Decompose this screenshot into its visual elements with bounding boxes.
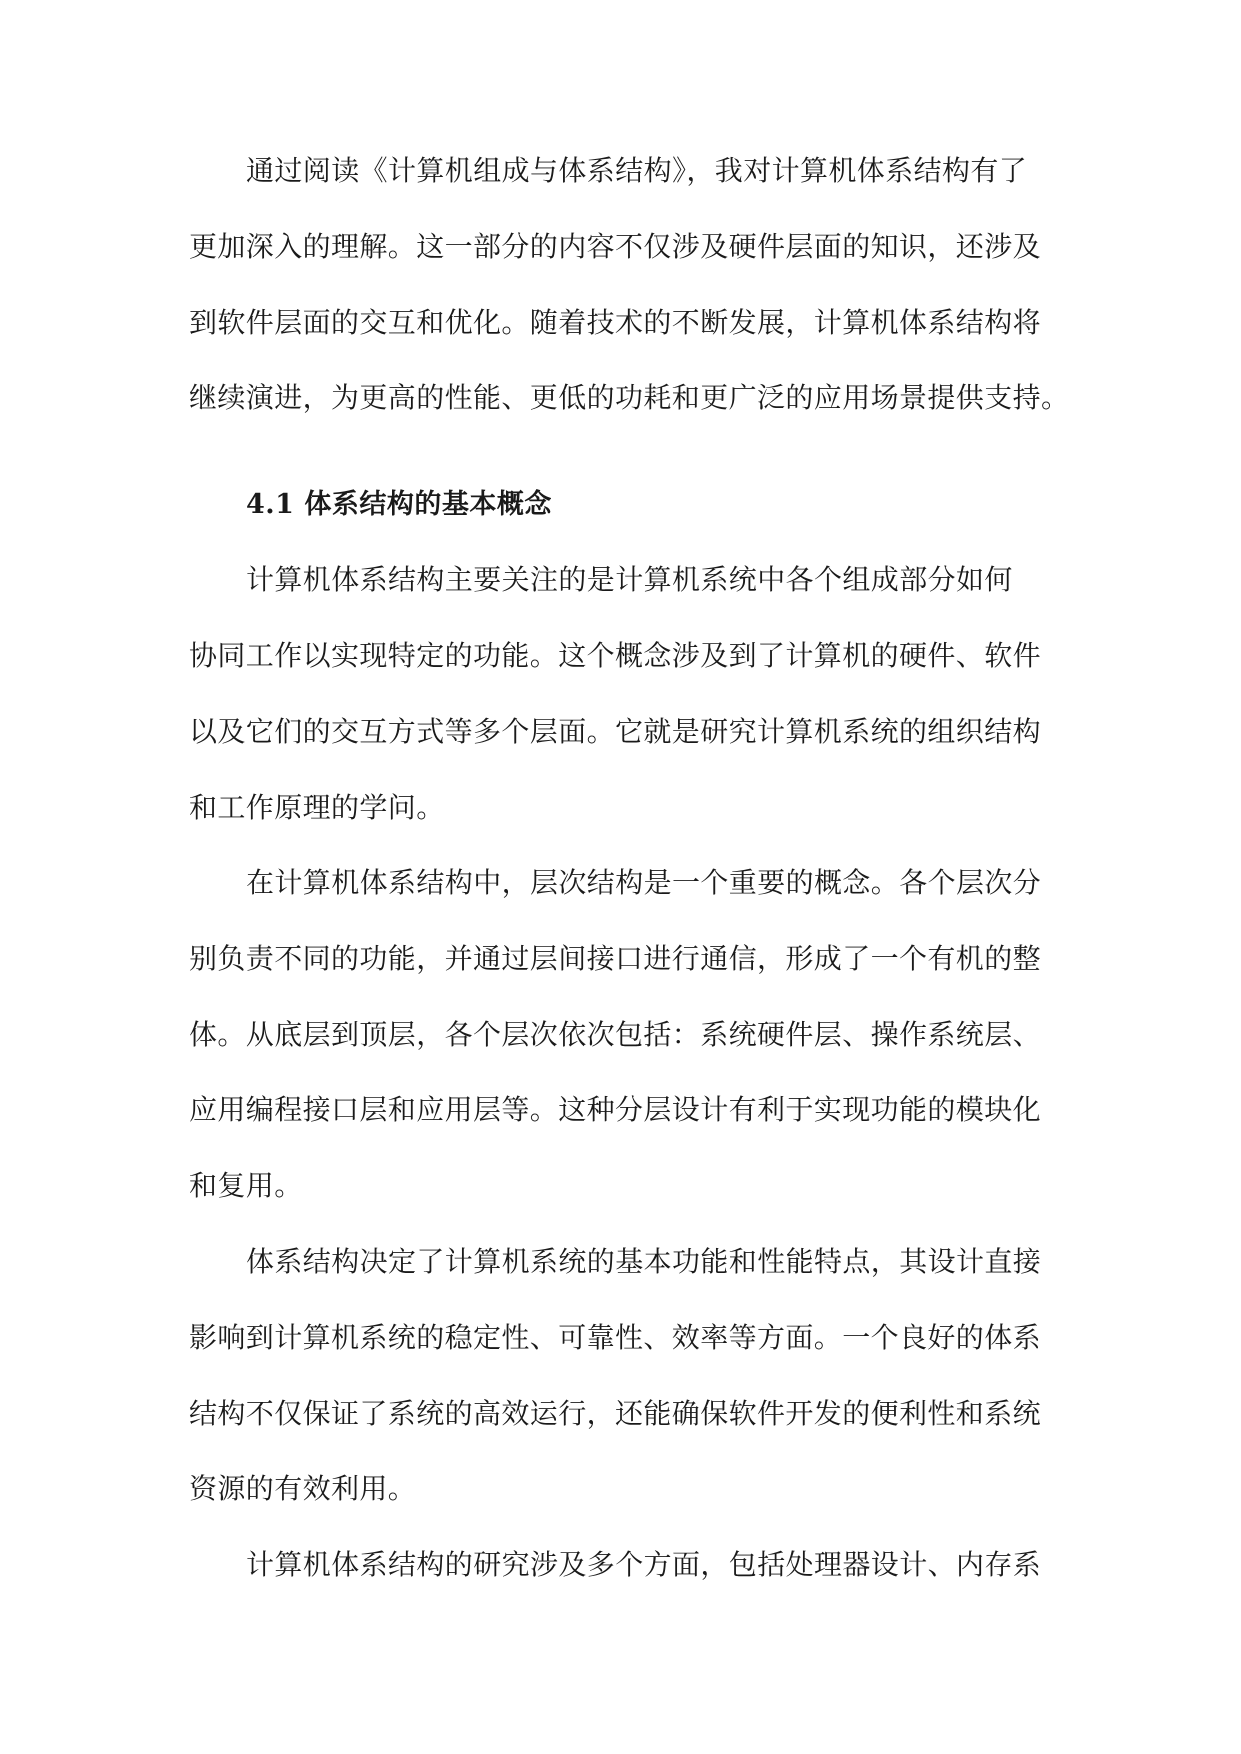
paragraph-line: 体。从底层到顶层，各个层次依次包括：系统硬件层、操作系统层、: [189, 1018, 1042, 1051]
paragraph-line: 继续演进，为更高的性能、更低的功耗和更广泛的应用场景提供支持。: [189, 381, 1070, 414]
paragraph-line: 结构不仅保证了系统的高效运行，还能确保软件开发的便利性和系统: [189, 1397, 1042, 1430]
paragraph-line: 在计算机体系结构中，层次结构是一个重要的概念。各个层次分: [246, 866, 1042, 899]
paragraph-line: 别负责不同的功能，并通过层间接口进行通信，形成了一个有机的整: [189, 942, 1042, 975]
paragraph-line: 通过阅读《计算机组成与体系结构》，我对计算机体系结构有了: [246, 154, 1028, 187]
paragraph-line: 到软件层面的交互和优化。随着技术的不断发展，计算机体系结构将: [189, 306, 1042, 339]
paragraph-line: 计算机体系结构的研究涉及多个方面，包括处理器设计、内存系: [246, 1548, 1042, 1581]
paragraph-line: 计算机体系结构主要关注的是计算机系统中各个组成部分如何: [246, 563, 1013, 596]
paragraph-line: 和复用。: [189, 1169, 303, 1202]
paragraph-line: 以及它们的交互方式等多个层面。它就是研究计算机系统的组织结构: [189, 715, 1042, 748]
section-heading: 4.1 体系结构的基本概念: [246, 489, 552, 520]
paragraph-line: 体系结构决定了计算机系统的基本功能和性能特点，其设计直接: [246, 1245, 1042, 1278]
paragraph-line: 更加深入的理解。这一部分的内容不仅涉及硬件层面的知识，还涉及: [189, 230, 1042, 263]
paragraph-line: 协同工作以实现特定的功能。这个概念涉及到了计算机的硬件、软件: [189, 639, 1042, 672]
paragraph-line: 和工作原理的学问。: [189, 791, 445, 824]
paragraph-line: 应用编程接口层和应用层等。这种分层设计有利于实现功能的模块化: [189, 1093, 1042, 1126]
paragraph-line: 影响到计算机系统的稳定性、可靠性、效率等方面。一个良好的体系: [189, 1321, 1042, 1354]
paragraph-line: 资源的有效利用。: [189, 1472, 417, 1505]
